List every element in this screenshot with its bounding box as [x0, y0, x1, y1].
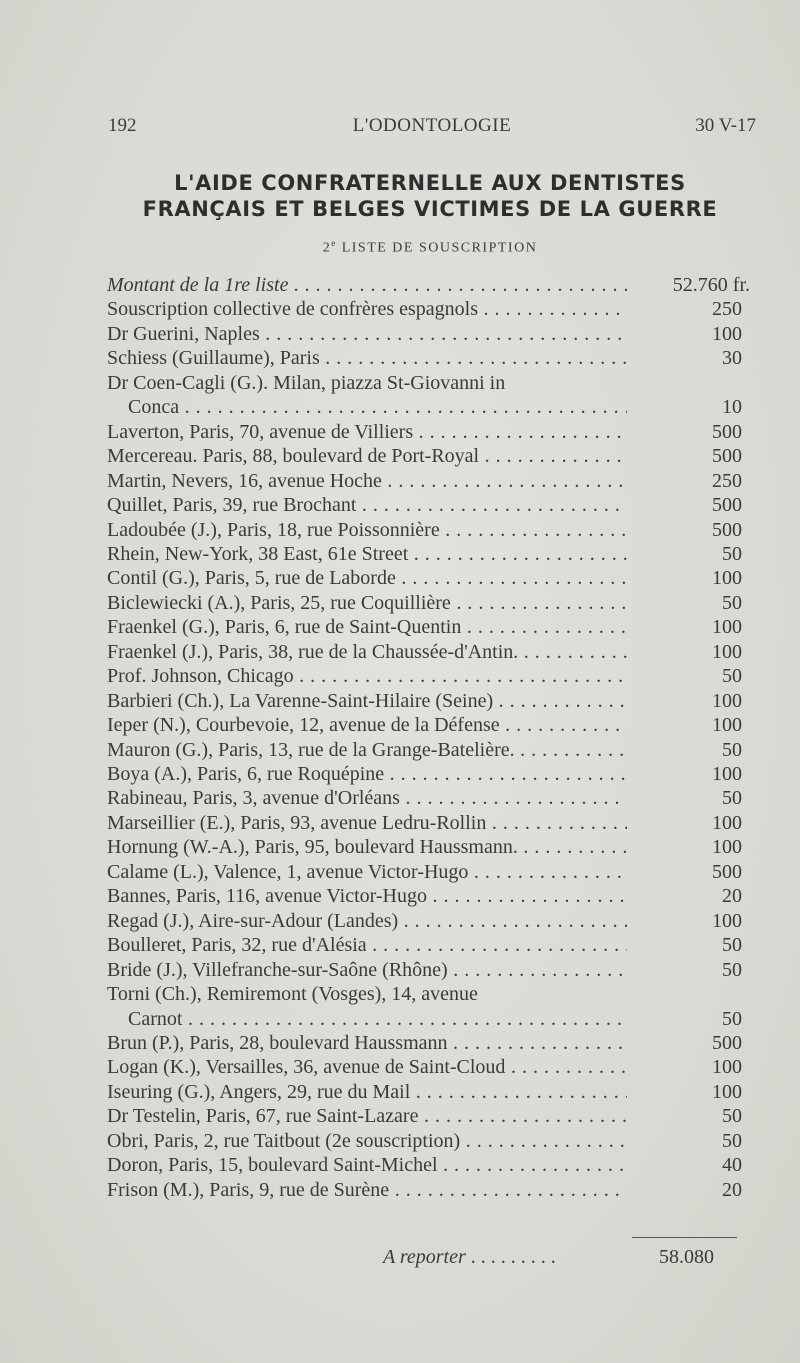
subscriber-name: Fraenkel (J.), Paris, 38, rue de la Chaussée-d'Antin. . . . [107, 640, 627, 664]
subscription-amount: 100 [712, 690, 742, 712]
subscriber-name: Bannes, Paris, 116, avenue Victor-Hugo . . . [107, 884, 627, 908]
list-subtitle-text: LISTE DE SOUSCRIPTION [341, 240, 538, 256]
subscription-row [0, 640, 800, 664]
subscription-amount: 100 [712, 910, 742, 932]
subscription-amount: 20 [722, 1179, 742, 1201]
subscription-amount: 100 [712, 1056, 742, 1078]
subscription-row [0, 566, 800, 590]
subscription-row [0, 395, 800, 419]
subscription-row [0, 1007, 800, 1031]
subscriber-name: Calame (L.), Valence, 1, avenue Victor-Hugo . . . [107, 860, 627, 884]
subscription-row [0, 322, 800, 346]
subscriber-name: Rhein, New-York, 38 East, 61e Street . . . [107, 542, 627, 566]
subscriber-name: Boya (A.), Paris, 6, rue Roquépine . . . [107, 762, 627, 786]
subscription-row [0, 1104, 800, 1128]
subscription-row [0, 469, 800, 493]
subscriber-name: Rabineau, Paris, 3, avenue d'Orléans . . . [107, 786, 627, 810]
subscription-amount: 20 [722, 885, 742, 907]
subscriber-name: Mercereau. Paris, 88, boulevard de Port-Royal . . . [107, 444, 627, 468]
subscriber-name: Torni (Ch.), Remiremont (Vosges), 14, avenue [107, 983, 478, 1005]
subscription-row [0, 542, 800, 566]
subscription-amount: 50 [722, 1130, 742, 1152]
subscriber-name: Conca . . . [128, 395, 627, 419]
article-title-line-1: L'AIDE CONFRATERNELLE AUX DENTISTES [174, 171, 686, 195]
subscriber-name: Dr Testelin, Paris, 67, rue Saint-Lazare . . . [107, 1104, 627, 1128]
subscription-row [0, 909, 800, 933]
list-number-suffix: e [331, 238, 337, 248]
subscriber-name: Schiess (Guillaume), Paris . . . [107, 346, 627, 370]
subscription-row [0, 615, 800, 639]
subscription-amount: 30 [722, 347, 742, 369]
subscription-amount: 52.760 fr. [672, 274, 750, 296]
subscription-amount: 250 [712, 470, 742, 492]
subscription-row [0, 689, 800, 713]
subscription-amount: 50 [722, 543, 742, 565]
carry-forward-total: 58.080 [659, 1246, 714, 1268]
subscription-row [0, 1178, 800, 1202]
subscriber-name: Prof. Johnson, Chicago . . . [107, 664, 627, 688]
subscription-amount: 500 [712, 445, 742, 467]
subscription-row [0, 738, 800, 762]
subscription-row [0, 297, 800, 321]
subscription-amount: 50 [722, 665, 742, 687]
subscription-amount: 50 [722, 959, 742, 981]
subscription-amount: 100 [712, 567, 742, 589]
subscriber-name: Hornung (W.-A.), Paris, 95, boulevard Haussmann. . . . [107, 835, 627, 859]
subscription-row [0, 958, 800, 982]
subscription-row [0, 493, 800, 517]
subscriber-name: Martin, Nevers, 16, avenue Hoche . . . [107, 469, 627, 493]
subscription-row [0, 346, 800, 370]
subscription-row [0, 273, 800, 297]
list-subtitle [100, 238, 760, 257]
subscription-amount: 50 [722, 592, 742, 614]
list-number: 2 [322, 240, 332, 256]
subscription-amount: 500 [712, 861, 742, 883]
subscription-amount: 100 [712, 836, 742, 858]
subscriber-name: Brun (P.), Paris, 28, boulevard Haussmann . . . [107, 1031, 627, 1055]
subscription-row [0, 762, 800, 786]
subscription-row [0, 884, 800, 908]
subscriber-name: Iseuring (G.), Angers, 29, rue du Mail . . . [107, 1080, 627, 1104]
subscription-amount: 500 [712, 1032, 742, 1054]
subscriber-name: Carnot . . . [128, 1007, 627, 1031]
subscription-row [0, 591, 800, 615]
subscription-row [0, 786, 800, 810]
subscription-row [0, 933, 800, 957]
subscription-amount: 50 [722, 1008, 742, 1030]
subscriber-name: Dr Coen-Cagli (G.). Milan, piazza St-Giovanni in [107, 372, 506, 394]
subscriber-name: Obri, Paris, 2, rue Taitbout (2e souscription) . . . [107, 1129, 627, 1153]
subscription-amount: 100 [712, 641, 742, 663]
subscriber-name: Regad (J.), Aire-sur-Adour (Landes) . . . [107, 909, 627, 933]
subscription-amount: 100 [712, 1081, 742, 1103]
subscriber-name: Montant de la 1re liste . . . [107, 273, 627, 297]
subscription-amount: 10 [722, 396, 742, 418]
subscription-row [0, 982, 800, 1006]
subscription-amount: 500 [712, 494, 742, 516]
subscriber-name: Bride (J.), Villefranche-sur-Saône (Rhône) . . . [107, 958, 627, 982]
subscription-row [0, 1031, 800, 1055]
subscription-amount: 50 [722, 787, 742, 809]
subscription-row [0, 1055, 800, 1079]
subscription-row [0, 664, 800, 688]
subscriber-name: Barbieri (Ch.), La Varenne-Saint-Hilaire (Seine) . . . [107, 689, 627, 713]
journal-title: L'ODONTOLOGIE [352, 115, 512, 136]
subscription-row [0, 444, 800, 468]
subscription-amount: 100 [712, 714, 742, 736]
subscriber-name: Contil (G.), Paris, 5, rue de Laborde . . . [107, 566, 627, 590]
subscription-row [0, 860, 800, 884]
subscription-amount: 100 [712, 812, 742, 834]
issue-date: 30 V-17 [695, 115, 756, 136]
subscription-amount: 50 [722, 934, 742, 956]
subscription-amount: 100 [712, 616, 742, 638]
article-title-line-2: FRANÇAIS ET BELGES VICTIMES DE LA GUERRE [142, 197, 718, 221]
subscriber-name: Doron, Paris, 15, boulevard Saint-Michel . . . [107, 1153, 627, 1177]
subscriber-name: Logan (K.), Versailles, 36, avenue de Saint-Cloud . . . [107, 1055, 627, 1079]
subscription-row [0, 811, 800, 835]
carry-forward-label: A reporter . . . [383, 1244, 556, 1270]
subscription-row [0, 371, 800, 395]
subscription-amount: 40 [722, 1154, 742, 1176]
carry-forward-row [0, 1244, 800, 1270]
subscriber-name: Quillet, Paris, 39, rue Brochant . . . [107, 493, 627, 517]
subscription-row [0, 713, 800, 737]
subscriber-name: Mauron (G.), Paris, 13, rue de la Grange-Batelière. . . . [107, 738, 627, 762]
subscriber-name: Biclewiecki (A.), Paris, 25, rue Coquillière . . . [107, 591, 627, 615]
subscriber-name: Boulleret, Paris, 32, rue d'Alésia . . . [107, 933, 627, 957]
page-number: 192 [108, 115, 137, 136]
subscriber-name: Laverton, Paris, 70, avenue de Villiers . . . [107, 420, 627, 444]
running-header [108, 115, 756, 145]
subscription-row [0, 1129, 800, 1153]
subscription-row [0, 1080, 800, 1104]
total-rule [632, 1237, 737, 1238]
subscriber-name: Frison (M.), Paris, 9, rue de Surène . . . [107, 1178, 627, 1202]
subscriber-name: Ladoubée (J.), Paris, 18, rue Poissonnière . . . [107, 518, 627, 542]
subscriber-name: Ieper (N.), Courbevoie, 12, avenue de la Défense . . . [107, 713, 627, 737]
subscriber-name: Dr Guerini, Naples . . . [107, 322, 627, 346]
subscription-amount: 250 [712, 298, 742, 320]
subscription-row [0, 518, 800, 542]
subscription-amount: 500 [712, 519, 742, 541]
subscription-amount: 50 [722, 739, 742, 761]
subscription-row [0, 1153, 800, 1177]
subscription-amount: 500 [712, 421, 742, 443]
subscriber-name: Souscription collective de confrères espagnols . . . [107, 297, 627, 321]
subscriber-name: Fraenkel (G.), Paris, 6, rue de Saint-Quentin . . . [107, 615, 627, 639]
subscription-amount: 100 [712, 323, 742, 345]
subscription-row [0, 835, 800, 859]
subscriber-name: Marseillier (E.), Paris, 93, avenue Ledru-Rollin . . . [107, 811, 627, 835]
subscription-amount: 100 [712, 763, 742, 785]
subscription-row [0, 420, 800, 444]
subscription-amount: 50 [722, 1105, 742, 1127]
